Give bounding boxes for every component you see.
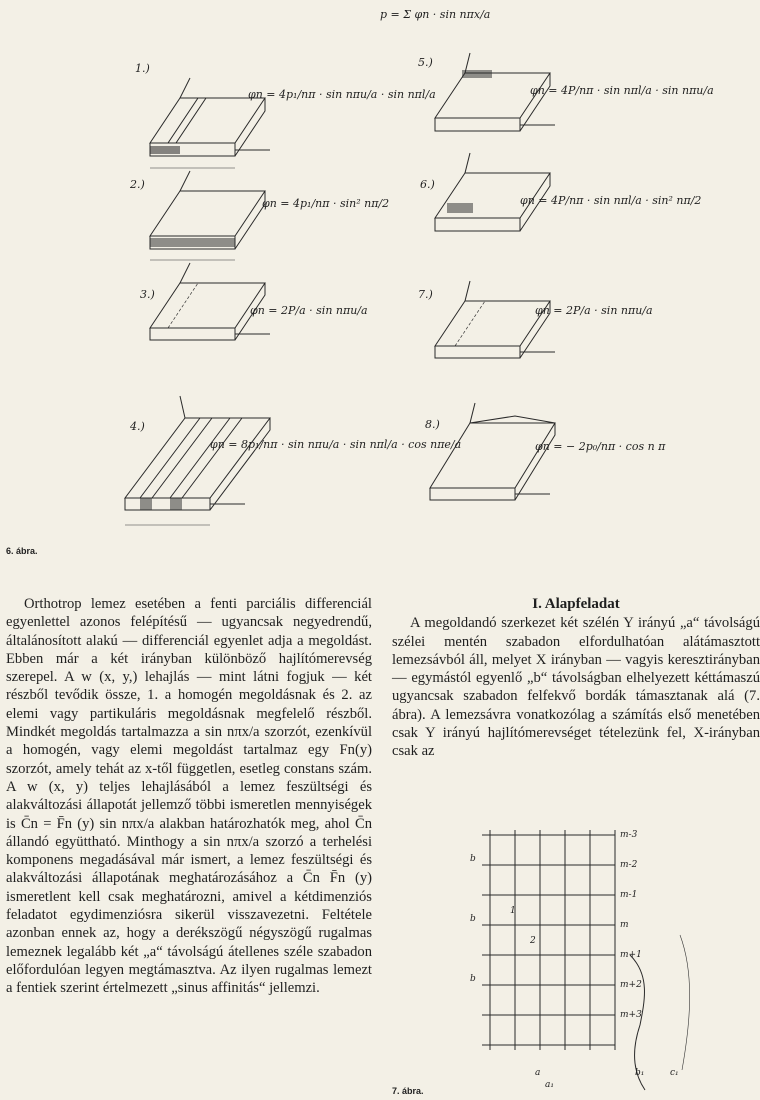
dim-label-a1: a₁ bbox=[545, 1080, 554, 1090]
paragraph: Orthotrop lemez esetében a fenti parciális differenciál egyenlettel azonos felépítésű — ugyancsak negyedrendű, általánosított alakú — differenciál egyenlet adja a megoldást. Ebben már a két irányban különböző hajlítómerevség szerepel. A w (x, y,) lehajlás — mint látni fogjuk — két részből tevődik össze, 1. a homogén megoldásnak és 2. az elemi vagy partikuláris megoldásnak megfelelő részből. Mindkét megoldás tartalmazza a sin nπx/a szorzót, ezenkívül a homogén, vagy elemi megoldást tartalmaz egy Fn(y) szorzót, amely tehát az x-től független, esetleg constans szám. A w (x, y) teljes lehajlásából a lemez feszültségi és alakváltozási állapotát jellemző többi ismeretlen mennyiségek is C̄n = F̄n (y) sin nπx/a alakban határozhatók meg, ahol C̄n állandó együttható. Minthogy a sin nπx/a szorzó a terhelési komponens megadásával már ismert, a lemez feszültségi és alakváltozási állapotának meghatározásához a C̄n F̄n (y) ismeretlent kell csak meghatározni, amivel a kétdimenziós feladatot egydimenziósra sikerül visszavezetni. Feltétele azonban ennek az, hogy a derékszögű négyszögű rugalmas lemeznek legalább két „a“ távolságú átellenes széle szabadon előfordulóan legyen megtámasztva. Az ilyen rugalmas lemezt a fentiek szerint értelmezett „sinus affinitás“ jellemzi. bbox=[6, 596, 372, 997]
moment-curve bbox=[680, 935, 690, 1070]
plate-label-1: 1.) bbox=[135, 62, 150, 75]
figure-6-caption: 6. ábra. bbox=[6, 546, 38, 556]
plate-label-8: 8.) bbox=[425, 418, 440, 431]
plate-diagram-7 bbox=[435, 281, 555, 358]
section-heading: I. Alapfeladat bbox=[532, 596, 620, 612]
formula-5: φn = 4P/nπ · sin nπl/a · sin nπu/a bbox=[530, 84, 714, 97]
plate-label-6: 6.) bbox=[420, 178, 435, 191]
formula-6: φn = 4P/nπ · sin nπl/a · sin² nπ/2 bbox=[520, 194, 702, 207]
row-label-m+3: m+3 bbox=[620, 1010, 642, 1020]
row-label-m-2: m-2 bbox=[620, 860, 638, 870]
row-label-m+2: m+2 bbox=[620, 980, 642, 990]
plate-label-2: 2.) bbox=[130, 178, 145, 191]
formula-7: φn = 2P/a · sin nπu/a bbox=[535, 304, 653, 317]
formula-1: φn = 4p₁/nπ · sin nπu/a · sin nπl/a bbox=[248, 88, 436, 101]
formula-2: φn = 4p₁/nπ · sin² nπ/2 bbox=[262, 197, 390, 210]
plate-label-5: 5.) bbox=[418, 56, 433, 69]
plate-label-7: 7.) bbox=[418, 288, 433, 301]
plate-label-4: 4.) bbox=[130, 420, 145, 433]
figure-7-caption: 7. ábra. bbox=[392, 1086, 424, 1096]
formula-8: φn = − 2p₀/nπ · cos n π bbox=[535, 440, 666, 453]
plate-diagram-4 bbox=[125, 396, 270, 525]
row-label-m+1: m+1 bbox=[620, 950, 642, 960]
row-label-m-3: m-3 bbox=[620, 830, 638, 840]
top-formula: p = Σ φn · sin nπx/a bbox=[380, 8, 491, 21]
plate-label-3: 3.) bbox=[140, 288, 155, 301]
node-label-2: 2 bbox=[530, 936, 536, 946]
dim-label-b1: b₁ bbox=[635, 1068, 645, 1078]
left-column bbox=[6, 595, 372, 998]
figure-7 bbox=[470, 825, 720, 1095]
paragraph: A megoldandó szerkezet két szélén Y irányú „a“ távolságú szélei mentén szabadon elfordulhatóan alátámasztott lemezsávból áll, melyet X irányban — vagyis keresztirányban — egymástól egyenlő „b“ távolságban elhelyezett kéttámaszú ugyancsak szabadon felfekvő bordák támasztanak alá (7. ábra). A lemezsávra vonatkozólag a számítás első menetében csak Y irányú hajlítómerevséget tételezünk fel, X-irányban csak az bbox=[392, 615, 760, 760]
figure-6 bbox=[0, 28, 760, 548]
plate-diagram-6 bbox=[435, 153, 550, 231]
row-label-m-1: m-1 bbox=[620, 890, 638, 900]
plate-diagram-3 bbox=[150, 263, 270, 340]
node-label-1: 1 bbox=[510, 906, 516, 916]
formula-4: φn = 8p₁/nπ · sin nπu/a · sin nπl/a · cos nπe/a bbox=[210, 438, 462, 451]
dim-label-b: b bbox=[470, 854, 476, 864]
right-column bbox=[392, 595, 760, 761]
dim-label-b: b bbox=[470, 974, 476, 984]
dim-label-c1: c₁ bbox=[670, 1068, 679, 1078]
grid bbox=[482, 830, 615, 1050]
dim-label-a: a bbox=[535, 1068, 541, 1078]
row-label-m: m bbox=[620, 920, 629, 930]
dim-label-b: b bbox=[470, 914, 476, 924]
plate-diagram-2 bbox=[150, 171, 265, 260]
formula-3: φn = 2P/a · sin nπu/a bbox=[250, 304, 368, 317]
